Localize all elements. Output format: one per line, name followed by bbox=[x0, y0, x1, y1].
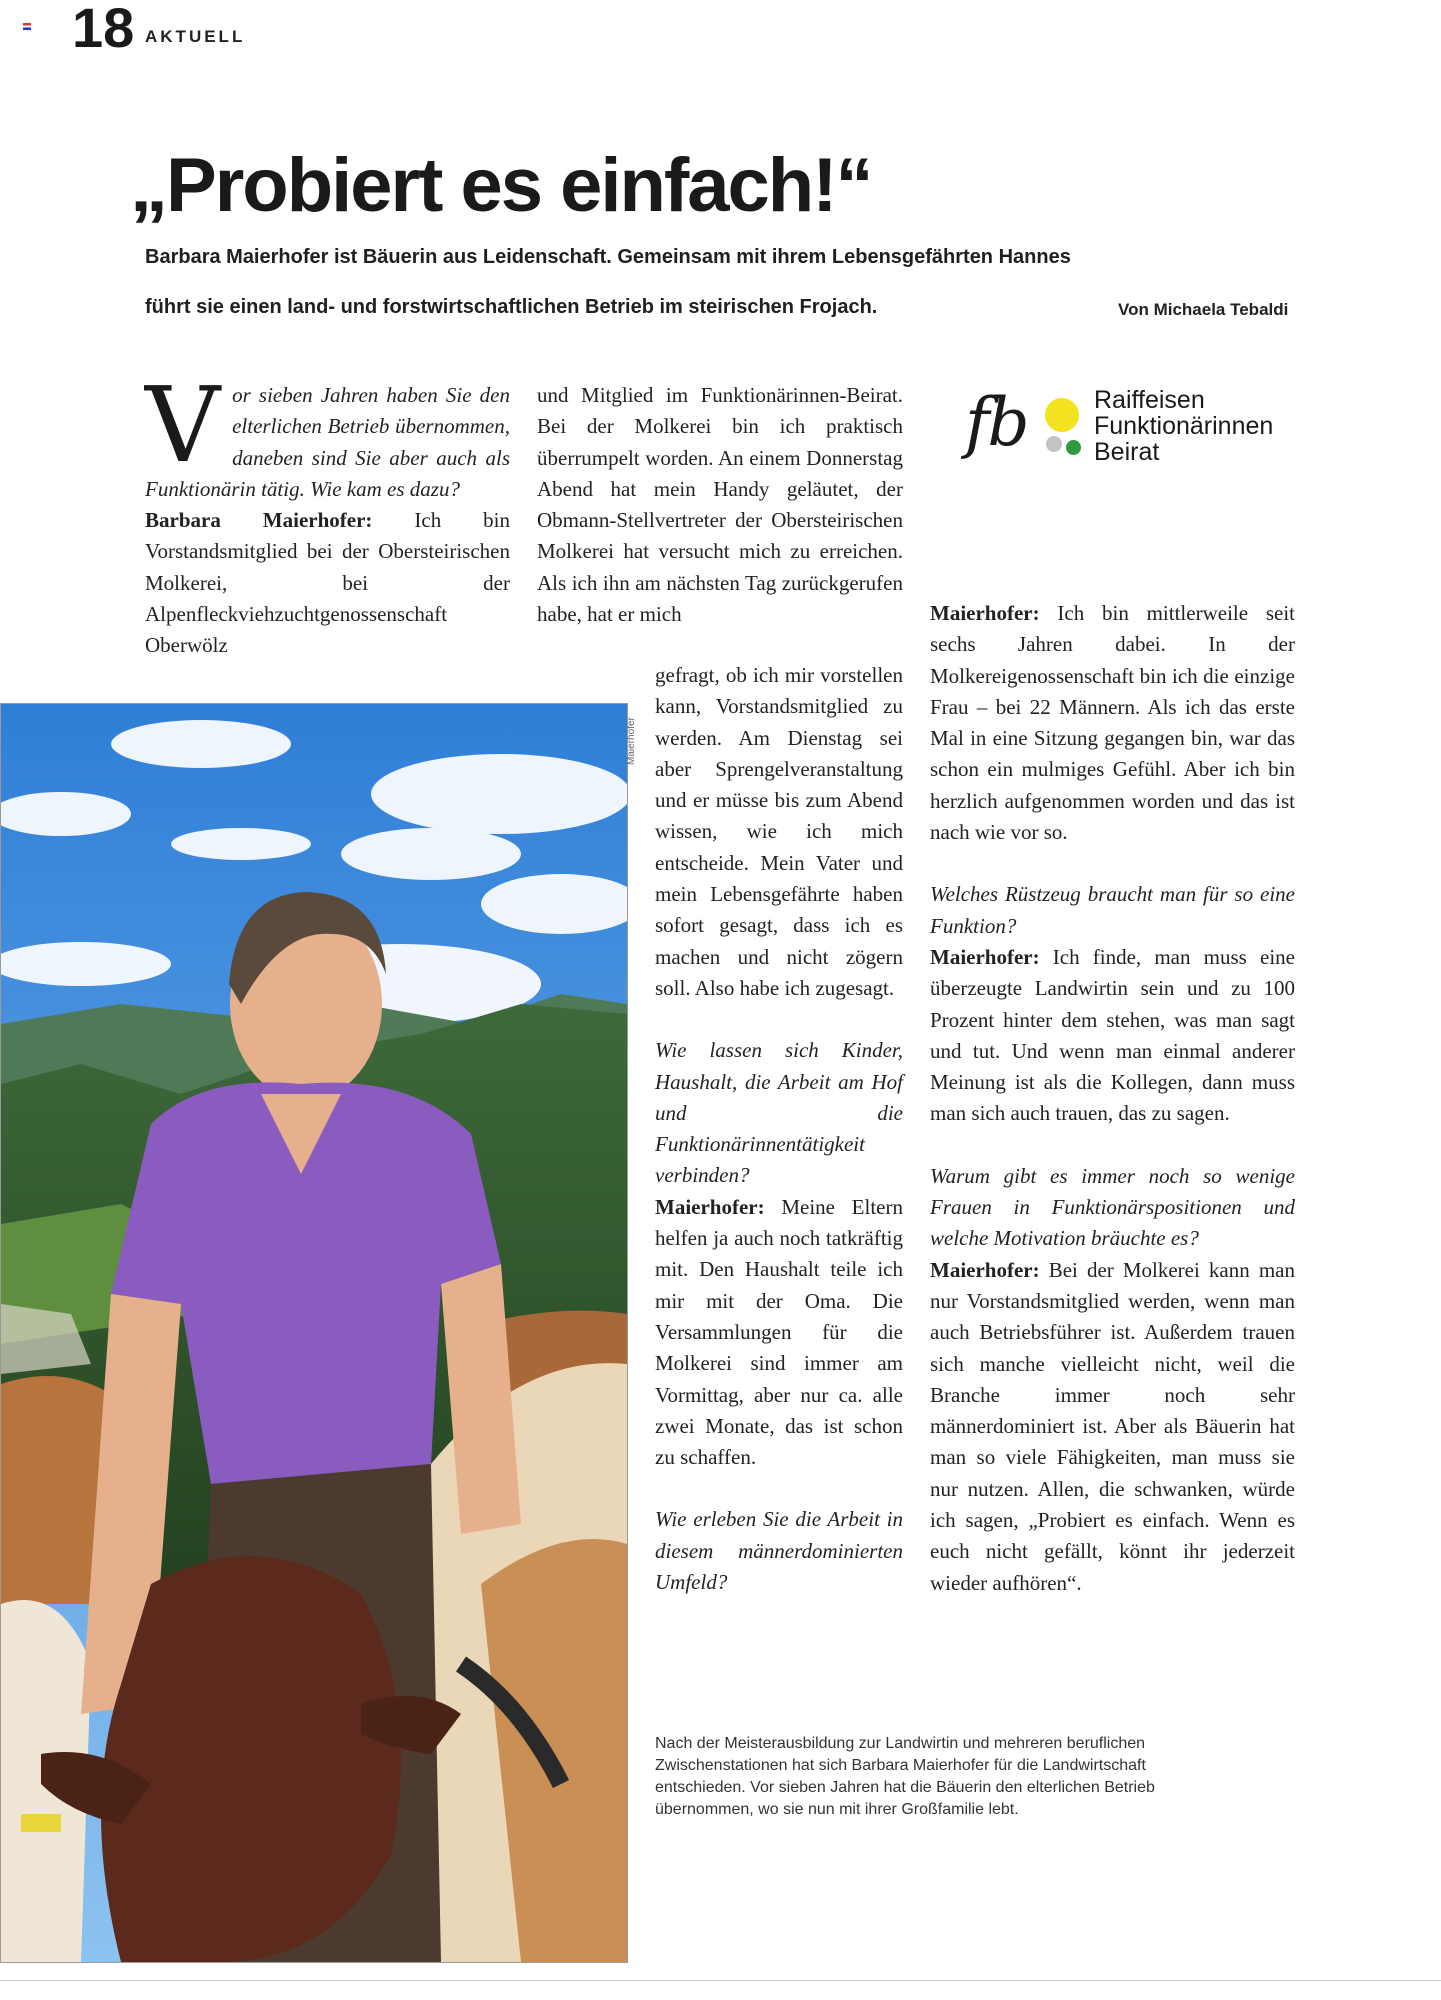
article-column-2-top bbox=[537, 380, 903, 630]
photo-illustration bbox=[1, 704, 627, 1962]
answer-2: Meine Eltern helfen ja auch noch tatkräftig mit. Den Haushalt teile ich mir mit der Oma. Die Versammlungen für die Molkerei sind immer am Vormittag, aber nur ca. alle zwei Monate, das ist schon zu schaffen. bbox=[655, 1194, 903, 1470]
logo-dot-yellow bbox=[1045, 398, 1079, 432]
logo-dot-grey bbox=[1046, 436, 1062, 452]
logo-dot-green bbox=[1066, 440, 1081, 455]
caption-line-2: Zwischenstationen hat sich Barbara Maierhofer für die Landwirtschaft bbox=[655, 1757, 1146, 1774]
byline: Von Michaela Tebaldi bbox=[1118, 300, 1289, 319]
answer-5: Bei der Molkerei kann man nur Vorstandsmitglied werden, wenn man auch Betriebsführer ist. Außerdem trauen sich manche vielleicht nicht, weil die Branche immer noch sehr männerdominiert ist. Aber als Bäuerin hat man so viele Fähigkeiten, man muss sie nur nutzen. Allen, die schwanken, würde ich sagen, „Probiert es einfach. Wenn es euch nicht gefällt, könnt ihr jederzeit wieder aufhören“. bbox=[930, 1257, 1295, 1595]
headline: „Probiert es einfach!“ bbox=[130, 143, 872, 228]
answer-1-continued: und Mitglied im Funktionärinnen-Beirat. Bei der Molkerei bin ich praktisch überrumpelt worden. An einem Donnerstag Abend hat mein Handy geläutet, der Obmann-Stellvertreter der Obersteirischen Molkerei hat versucht mich zu erreichen. Als ich ihn am nächsten Tag zurückgerufen habe, hat er mich bbox=[537, 383, 903, 627]
flag-icon bbox=[23, 23, 31, 30]
answer-3: Ich bin mittlerweile seit sechs Jahren dabei. In der Molkereigenossenschaft bin ich die einzige Frau – bei 22 Männern. Als ich das erste Mal in eine Sitzung gegangen bin, war das schon ein mulmiges Gefühl. Aber ich bin herzlich aufgenommen worden und das ist nach wie vor so. bbox=[930, 601, 1295, 845]
answer-1-start: Ich bin Vorstandsmitglied bei der Obersteirischen Molkerei, bei der Alpenfleckviehzuchtgenossenschaft Oberwölz bbox=[145, 508, 510, 658]
answer-4: Ich finde, man muss eine überzeugte Landwirtin sein und zu 100 Prozent hinter dem stehen, was man sagt und tut. Und wenn man einmal anderer Meinung ist als die Kollegen, dann muss man sich auch trauen, das zu sagen. bbox=[930, 944, 1295, 1126]
caption-line-4: übernommen, wo sie nun mit ihrer Großfamilie lebt. bbox=[655, 1801, 1019, 1818]
question-4: Welches Rüstzeug braucht man für so eine Funktion? bbox=[930, 882, 1295, 938]
question-5: Warum gibt es immer noch so wenige Frauen in Funktionärspositionen und welche Motivation bräuchte es? bbox=[930, 1163, 1295, 1251]
raiffeisen-funktionaerinnen-logo bbox=[965, 380, 1285, 480]
speaker-label: Maierhofer: bbox=[655, 1194, 765, 1219]
question-3: Wie erleben Sie die Arbeit in diesem männerdominierten Umfeld? bbox=[655, 1507, 903, 1595]
speaker-label: Maierhofer: bbox=[930, 944, 1040, 969]
page-bottom-rule bbox=[0, 1980, 1441, 1981]
article-column-3 bbox=[930, 598, 1295, 1599]
answer-1-end: gefragt, ob ich mir vorstellen kann, Vorstandsmitglied zu werden. Am Dienstag sei aber Sprengelveranstaltung und er müsse bis zum Abend wissen, wie ich mich entscheide. Mein Vater und mein Lebensgefährte haben sofort gesagt, dass ich es machen und nicht zögern soll. Also habe ich zugesagt. bbox=[655, 663, 903, 1000]
speaker-label: Maierhofer: bbox=[930, 601, 1040, 625]
photo-credit-text: Maierhofer bbox=[626, 717, 637, 765]
caption-line-3: entschieden. Vor sieben Jahren hat die Bäuerin den elterlichen Betrieb bbox=[655, 1779, 1155, 1796]
logo-line-1: Raiffeisen bbox=[1094, 386, 1205, 414]
lead-line-2: führt sie einen land- und forstwirtschaftlichen Betrieb im steirischen Frojach. bbox=[145, 296, 878, 318]
photo-credit bbox=[624, 703, 640, 765]
logo-mark: fb bbox=[965, 384, 1028, 461]
article-column-2-narrow bbox=[655, 660, 903, 1598]
logo-line-3: Beirat bbox=[1094, 438, 1160, 466]
photo-caption bbox=[655, 1733, 1215, 1821]
article-column-1 bbox=[145, 364, 510, 662]
lead-line-1: Barbara Maierhofer ist Bäuerin aus Leidenschaft. Gemeinsam mit ihrem Lebensgefährten Hannes bbox=[145, 246, 1071, 268]
section-label: AKTUELL bbox=[145, 27, 246, 46]
logo-line-2: Funktionärinnen bbox=[1094, 412, 1274, 440]
speaker-label: Maierhofer: bbox=[930, 1257, 1040, 1282]
speaker-label: Barbara Maierhofer: bbox=[145, 508, 373, 533]
question-1: or sieben Jahren haben Sie den elterlichen Betrieb übernommen, daneben sind Sie aber auch als Funktionärin tätig. Wie kam es dazu? bbox=[145, 383, 510, 501]
page-number: 18 bbox=[72, 0, 135, 59]
dropcap: V bbox=[145, 364, 221, 486]
question-2: Wie lassen sich Kinder, Haushalt, die Arbeit am Hof und die Funktionärinnentätigkeit verbinden? bbox=[655, 1038, 903, 1188]
caption-line-1: Nach der Meisterausbildung zur Landwirtin und mehreren beruflichen bbox=[655, 1735, 1146, 1752]
portrait-photo bbox=[0, 703, 628, 1963]
